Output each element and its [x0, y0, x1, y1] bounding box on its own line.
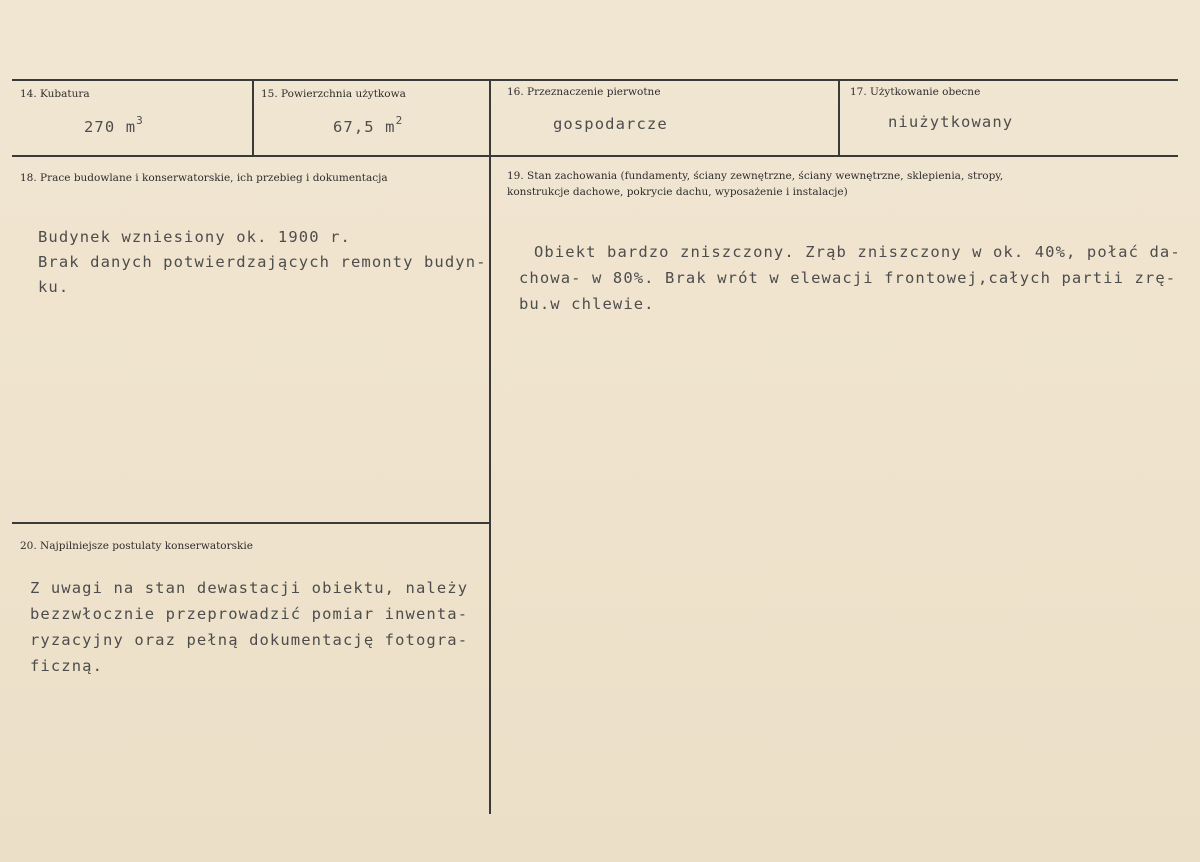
field-17-label: 17. Użytkowanie obecne [850, 86, 981, 98]
field-16-value: gospodarcze [553, 115, 668, 133]
field-15-label: 15. Powierzchnia użytkowa [261, 88, 406, 100]
field-15-value [333, 110, 403, 140]
field-16-label: 16. Przeznaczenie pierwotne [507, 86, 661, 98]
field-19-line-3: bu.w chlewie. [519, 295, 655, 313]
divider-14-15 [252, 80, 254, 156]
section-18-20-rule [12, 522, 490, 524]
field-14-value [84, 110, 144, 140]
field-14-exponent: 3 [136, 114, 144, 127]
field-18-line-3: ku. [38, 278, 70, 296]
field-14-number: 270 m [84, 118, 137, 137]
field-20-line-2: bezzwłocznie przeprowadzić pomiar inwenta- [30, 605, 469, 623]
field-20-label: 20. Najpilniejsze postulaty konserwatorskie [20, 540, 253, 552]
field-19-label-line-1: 19. Stan zachowania (fundamenty, ściany zewnętrzne, ściany wewnętrzne, sklepienia, stropy, [507, 170, 1004, 182]
field-18-label: 18. Prace budowlane i konserwatorskie, ich przebieg i dokumentacja [20, 172, 388, 184]
field-19-label-line-2: konstrukcje dachowe, pokrycie dachu, wyposażenie i instalacje) [507, 186, 848, 198]
field-20-line-4: ficzną. [30, 657, 104, 675]
field-15-number: 67,5 m [333, 118, 396, 137]
field-14-label: 14. Kubatura [20, 88, 90, 100]
field-15-exponent: 2 [395, 114, 404, 127]
divider-16-17 [838, 80, 840, 156]
field-18-line-2: Brak danych potwierdzających remonty budyn- [38, 253, 487, 271]
field-20-line-1: Z uwagi na stan dewastacji obiektu, należy [30, 579, 469, 597]
field-17-value: niużytkowany [888, 113, 1014, 131]
field-19-line-2: chowa- w 80%. Brak wrót w elewacji frontowej,całych partii zrę- [519, 269, 1177, 287]
divider-15-16 [489, 80, 491, 156]
row1-bottom-rule [12, 155, 1178, 157]
top-rule [12, 79, 1178, 81]
field-19-line-1: Obiekt bardzo zniszczony. Zrąb zniszczony w ok. 40%, połać da- [534, 243, 1181, 261]
field-20-line-3: ryzacyjny oraz pełną dokumentację fotogra- [30, 631, 469, 649]
main-vertical-divider [489, 156, 491, 814]
field-18-line-1: Budynek wzniesiony ok. 1900 r. [38, 228, 351, 246]
